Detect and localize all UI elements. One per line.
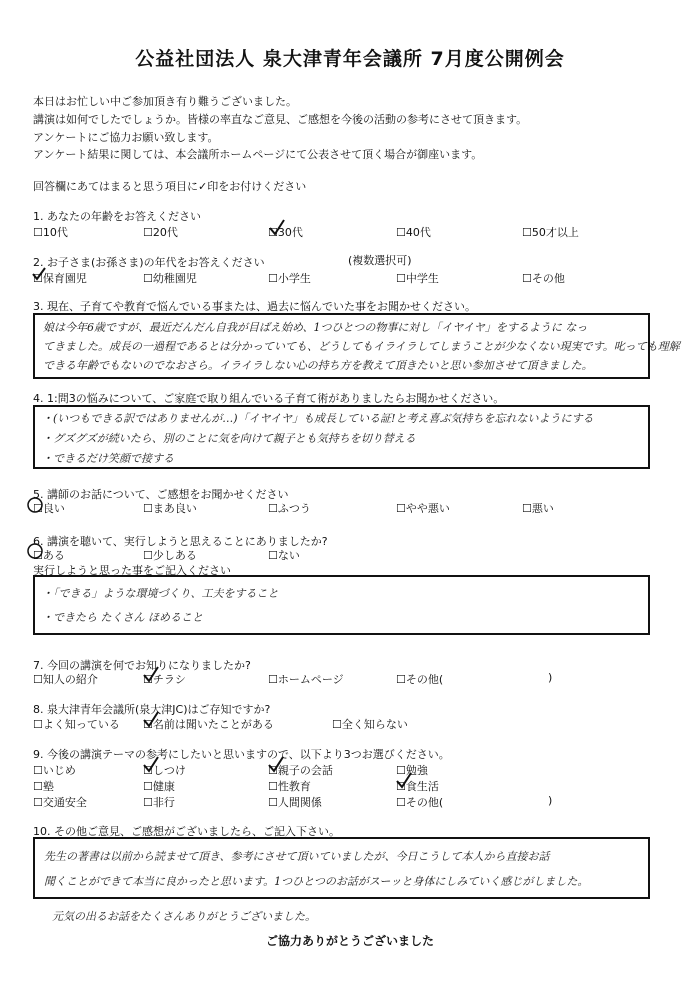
q9-option-sex-education[interactable]: ☐ 性教育 <box>268 778 311 794</box>
q6-option-a-little[interactable]: ☐ 少しある <box>143 547 197 563</box>
q1-option-30s[interactable]: ☐ 30代 <box>268 224 303 240</box>
q5-option-bad[interactable]: ☐ 悪い <box>522 500 554 516</box>
q9-option-cram-school[interactable]: ☐ 塾 <box>33 778 54 794</box>
q9-option-parent-child-talk[interactable]: ☐ 親子の会話 <box>268 762 333 778</box>
q2-option-other[interactable]: ☐ その他 <box>522 270 565 286</box>
q6-answer-line-1: ・「できる」ような環境づくり、工夫をすること <box>42 587 279 600</box>
q7-option-friend[interactable]: ☐ 知人の紹介 <box>33 671 98 687</box>
q2-option-junior-high[interactable]: ☐ 中学生 <box>396 270 439 286</box>
q7-option-other[interactable]: ☐ その他( <box>396 671 443 687</box>
q5-option-fairly-good[interactable]: ☐ まあ良い <box>143 500 197 516</box>
q3-question: 3. 現在、子育てや教育で悩んでいる事または、過去に悩んでいた事をお聞かせください。 <box>33 300 476 313</box>
q9-option-diet[interactable]: ☐ 食生活 <box>396 778 439 794</box>
q4-answer-line-1: ・(いつもできる訳ではありませんが…)「イヤイヤ」も成長している証!と考え喜ぶ気持ちを忘れないようにする <box>42 412 594 425</box>
instructions: 回答欄にあてはまると思う項目に✓印をお付けください <box>33 180 307 193</box>
q5-option-average[interactable]: ☐ ふつう <box>268 500 311 516</box>
q3-answer-line-2: てきました。成長の一過程であるとは分かっていても、どうしてもイライラしてしまうことが少なくない現実です。叱っても理解 <box>43 340 680 353</box>
q4-answer-line-3: ・できるだけ笑顔で接する <box>42 452 174 465</box>
q9-option-bullying[interactable]: ☐ いじめ <box>33 762 76 778</box>
q8-question: 8. 泉大津青年会議所(泉大津JC)はご存知ですか? <box>33 703 271 716</box>
q6-option-no[interactable]: ☐ ない <box>268 547 300 563</box>
q6-question: 6. 講演を聴いて、実行しようと思えることにありましたか? <box>33 535 328 548</box>
q1-option-10s[interactable]: ☐ 10代 <box>33 224 68 240</box>
q10-question: 10. その他ご意見、ご感想がございましたら、ご記入下さい。 <box>33 825 340 838</box>
q10-answer-line-1: 先生の著書は以前から読ませて頂き、参考にさせて頂いていましたが、今日こうして本人から直接お話 <box>44 850 550 863</box>
q9-option-traffic-safety[interactable]: ☐ 交通安全 <box>33 794 87 810</box>
intro-line-4: アンケート結果に関しては、本会議所ホームページにて公表させて頂く場合が御座います。 <box>33 148 483 161</box>
q2-note: (複数選択可) <box>348 254 412 267</box>
q9-option-other[interactable]: ☐ その他( <box>396 794 443 810</box>
q10-answer-line-3: 元気の出るお話をたくさんありがとうございました。 <box>52 910 316 923</box>
closing-thanks: ご協力ありがとうございました <box>265 934 434 948</box>
q5-option-good[interactable]: ☐ 良い <box>33 500 65 516</box>
q3-answer-line-3: できる年齢でもないのでなおさら。イライラしない心の持ち方を教えて頂きたいと思い参加させて頂きました。 <box>43 359 593 372</box>
q2-option-elementary[interactable]: ☐ 小学生 <box>268 270 311 286</box>
intro-line-3: アンケートにご協力お願い致します。 <box>33 131 219 144</box>
q1-question: 1. あなたの年齢をお答えください <box>33 210 201 223</box>
q3-answer-line-1: 娘は今年6歳ですが、最近だんだん自我が目ばえ始め、1つひとつの物事に対し「イヤイヤ」をするように なっ <box>43 321 588 334</box>
q5-option-somewhat-bad[interactable]: ☐ やや悪い <box>396 500 450 516</box>
q8-option-heard-name[interactable]: ☐ 名前は聞いたことがある <box>143 716 274 732</box>
q9-option-delinquency[interactable]: ☐ 非行 <box>143 794 175 810</box>
q7-other-close: ) <box>548 671 553 684</box>
q2-question: 2. お子さま(お孫さま)の年代をお答えください <box>33 256 265 269</box>
q1-option-40s[interactable]: ☐ 40代 <box>396 224 431 240</box>
q4-question: 4. 1:問3の悩みについて、ご家庭で取り組んでいる子育て術がありましたらお聞かせください。 <box>33 392 505 405</box>
q7-option-homepage[interactable]: ☐ ホームページ <box>268 671 344 687</box>
q9-option-study[interactable]: ☐ 勉強 <box>396 762 428 778</box>
q2-option-nursery[interactable]: ☐ 保育園児 <box>33 270 87 286</box>
q1-option-50plus[interactable]: ☐ 50才以上 <box>522 224 579 240</box>
q8-option-not-at-all[interactable]: ☐ 全く知らない <box>332 716 408 732</box>
q6-sub-question: 実行しようと思った事をご記入ください <box>33 564 231 577</box>
q4-answer-line-2: ・グズグズが続いたら、別のことに気を向けて親子とも気持ちを切り替える <box>42 432 416 445</box>
q7-option-flyer[interactable]: ☐ チラシ <box>143 671 186 687</box>
q2-option-kindergarten[interactable]: ☐ 幼稚園児 <box>143 270 197 286</box>
q9-question: 9. 今後の講演テーマの参考にしたいと思いますので、以下より3つお選びください。 <box>33 748 450 761</box>
page-title: 公益社団法人 泉大津青年会議所 7月度公開例会 <box>135 48 565 70</box>
q9-option-health[interactable]: ☐ 健康 <box>143 778 175 794</box>
q1-option-20s[interactable]: ☐ 20代 <box>143 224 178 240</box>
q10-answer-box <box>33 837 650 899</box>
q6-answer-box <box>33 575 650 635</box>
intro-line-2: 講演は如何でしたでしょうか。皆様の率直なご意見、ご感想を今後の活動の参考にさせて頂きます。 <box>33 113 528 126</box>
q9-option-relationships[interactable]: ☐ 人間関係 <box>268 794 322 810</box>
q9-option-discipline[interactable]: ☐ しつけ <box>143 762 186 778</box>
q5-question: 5. 講師のお話について、ご感想をお聞かせください <box>33 488 289 501</box>
q10-answer-line-2: 聞くことができて本当に良かったと思います。1つひとつのお話がスーッと身体にしみていく感じがしました。 <box>44 875 589 888</box>
q7-question: 7. 今回の講演を何でお知りになりましたか? <box>33 659 251 672</box>
q9-other-close: ) <box>548 794 553 807</box>
intro-line-1: 本日はお忙しい中ご参加頂き有り難うございました。 <box>33 95 297 108</box>
q6-answer-line-2: ・できたら たくさん ほめること <box>42 611 203 624</box>
q6-option-yes[interactable]: ☐ ある <box>33 547 65 563</box>
q8-option-know-well[interactable]: ☐ よく知っている <box>33 716 120 732</box>
